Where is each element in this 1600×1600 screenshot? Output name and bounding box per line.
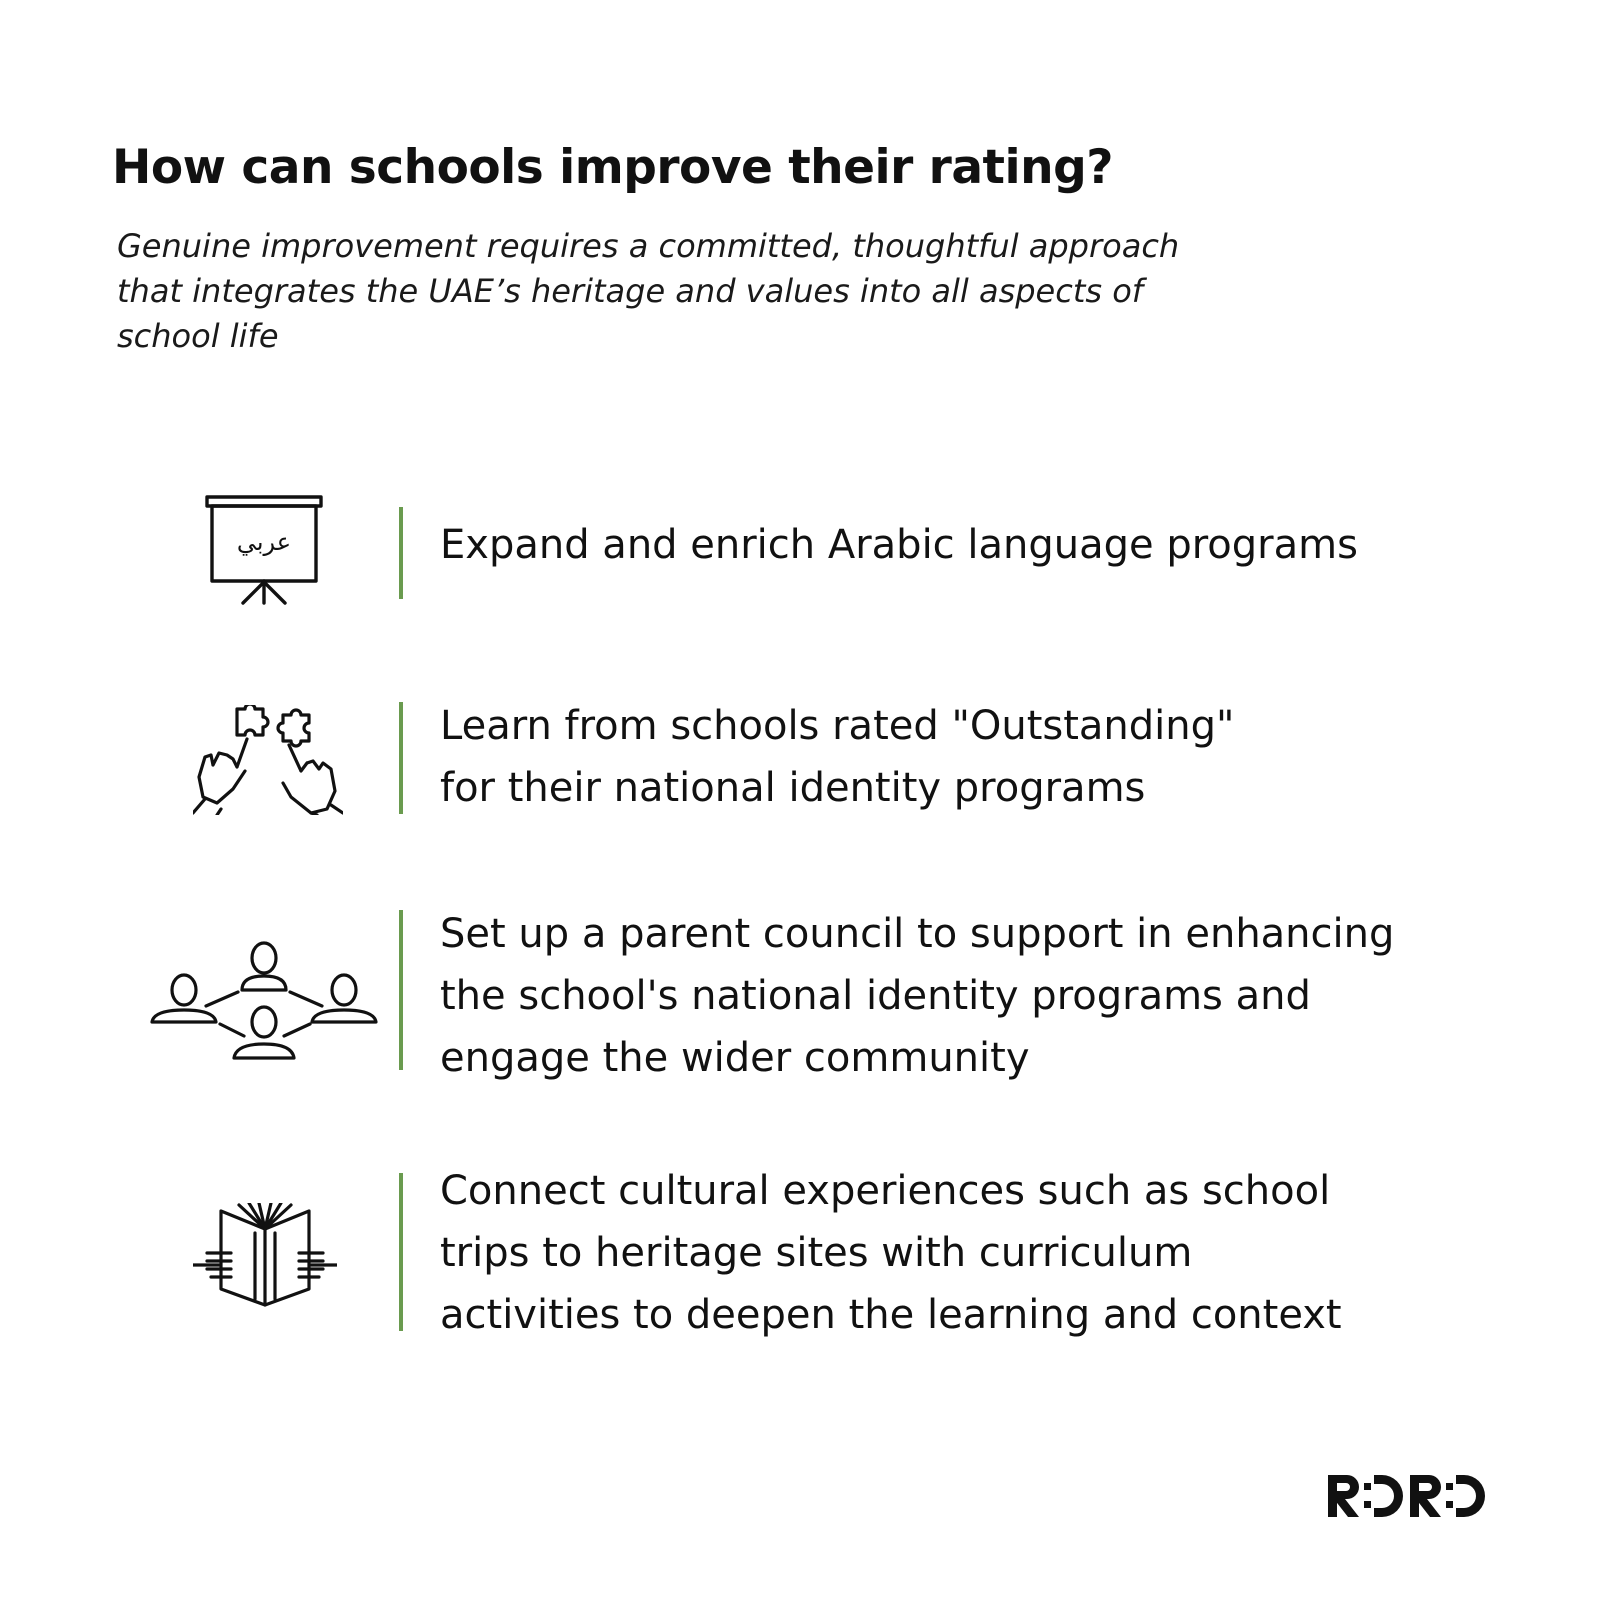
list-item-cultural-experiences [0, 1165, 1600, 1345]
arabic-presentation-board-icon [205, 495, 325, 607]
hands-puzzle-pieces-icon [193, 705, 343, 815]
people-network-icon [150, 940, 380, 1065]
arabic-text: عربي [236, 528, 292, 556]
item-line: engage the wider community [440, 1035, 1030, 1081]
subtitle-line: that integrates the UAE’s heritage and values into all aspects of [117, 272, 1144, 310]
list-item-learn-outstanding [0, 695, 1600, 825]
hands-holding-book-icon [193, 1203, 337, 1309]
list-item-parent-council [0, 905, 1600, 1085]
item-text [440, 695, 1234, 819]
brand-logo [1328, 1475, 1488, 1517]
item-line: Set up a parent council to support in enhancing [440, 911, 1395, 957]
item-line: activities to deepen the learning and context [440, 1292, 1342, 1338]
item-line: Connect cultural experiences such as school [440, 1168, 1331, 1214]
divider [399, 910, 403, 1070]
page-subtitle [117, 224, 1357, 359]
item-text [440, 1160, 1342, 1346]
item-line: Expand and enrich Arabic language programs [440, 522, 1358, 568]
list-item-arabic-programs [0, 495, 1600, 605]
divider [399, 507, 403, 599]
item-text [440, 514, 1358, 576]
divider [399, 702, 403, 814]
item-line: Learn from schools rated "Outstanding" [440, 703, 1235, 749]
item-text [440, 903, 1394, 1089]
subtitle-line: school life [117, 317, 279, 355]
page-title: How can schools improve their rating? [112, 140, 1113, 195]
item-line: for their national identity programs [440, 765, 1146, 811]
item-line: trips to heritage sites with curriculum [440, 1230, 1193, 1276]
item-line: the school's national identity programs and [440, 973, 1311, 1019]
subtitle-line: Genuine improvement requires a committed, thoughtful approach [117, 227, 1180, 265]
divider [399, 1173, 403, 1331]
